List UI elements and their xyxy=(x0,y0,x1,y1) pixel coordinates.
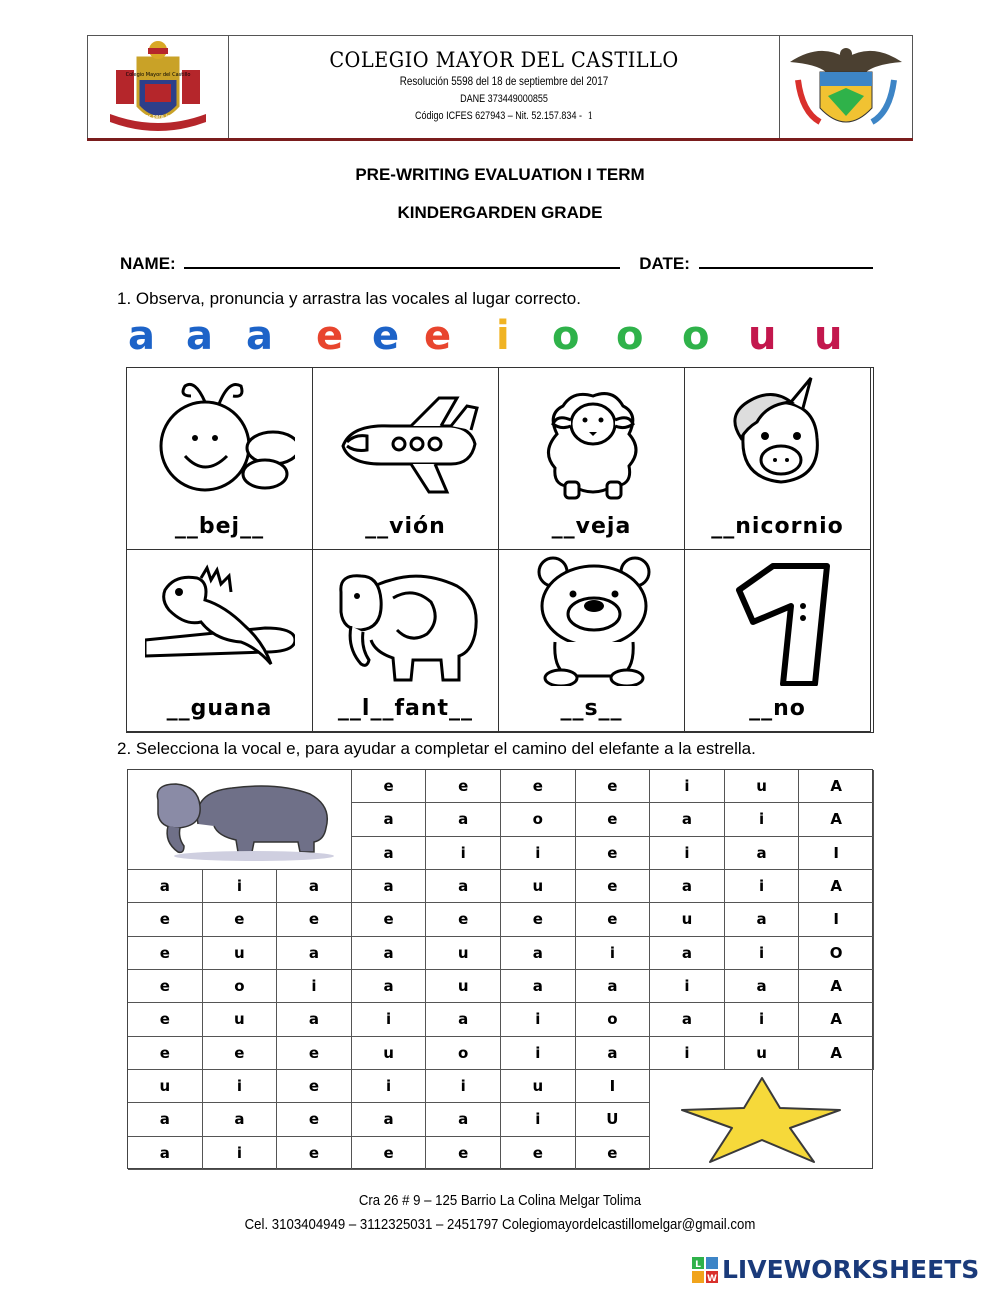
letter-cell[interactable]: e xyxy=(576,903,651,936)
letter-cell[interactable]: i xyxy=(501,1037,576,1070)
letter-cell[interactable]: u xyxy=(725,1037,800,1070)
letter-cell[interactable]: e xyxy=(128,1037,203,1070)
letter-cell[interactable]: i xyxy=(426,837,501,870)
word-label: __nicornio xyxy=(711,514,844,539)
word-label: __guana xyxy=(166,696,273,721)
letter-cell[interactable]: u xyxy=(501,1070,576,1103)
letter-cell[interactable]: a xyxy=(650,1003,725,1036)
letter-cell[interactable]: e xyxy=(352,903,427,936)
name-field[interactable] xyxy=(184,253,620,269)
letter-cell[interactable]: A xyxy=(799,870,874,903)
letter-cell[interactable]: a xyxy=(277,870,352,903)
letter-cell[interactable]: i xyxy=(501,837,576,870)
vowel-chip-e[interactable]: e xyxy=(424,313,452,359)
letter-cell[interactable]: u xyxy=(501,870,576,903)
letter-cell[interactable]: o xyxy=(426,1037,501,1070)
letter-cell[interactable]: i xyxy=(203,1137,278,1170)
letter-cell[interactable]: e xyxy=(426,1137,501,1170)
star-icon xyxy=(650,1070,874,1170)
exercise-2-instruction: 2. Selecciona la vocal e, para ayudar a completar el camino del elefante a la estrella. xyxy=(117,739,756,758)
letter-cell[interactable]: A xyxy=(799,770,874,803)
picture-card-bee[interactable] xyxy=(127,368,313,550)
footer-contact: Cel. 3103404949 – 3112325031 – 2451797 Colegiomayordelcastillomelgar@gmail.com xyxy=(244,1216,756,1233)
elephant-start-image xyxy=(128,770,352,870)
letter-cell[interactable]: o xyxy=(203,970,278,1003)
letter-cell[interactable]: a xyxy=(352,970,427,1003)
vowel-chip-u[interactable]: u xyxy=(814,313,843,359)
letter-cell[interactable]: a xyxy=(725,970,800,1003)
picture-card-bear[interactable] xyxy=(499,550,685,732)
letter-cell[interactable]: I xyxy=(799,837,874,870)
letter-cell[interactable]: A xyxy=(799,1037,874,1070)
vowel-chip-a[interactable]: a xyxy=(128,313,155,359)
name-date-row xyxy=(120,253,873,274)
vowel-chip-o[interactable]: o xyxy=(682,313,710,359)
iguana-icon xyxy=(145,556,295,686)
letter-cell[interactable]: a xyxy=(352,937,427,970)
letter-cell[interactable]: a xyxy=(352,803,427,836)
crest-label: Colegio Mayor del Castillo xyxy=(125,72,191,78)
picture-word-grid xyxy=(126,367,874,733)
picture-card-number-one[interactable] xyxy=(685,550,871,732)
letter-cell[interactable]: u xyxy=(426,937,501,970)
school-crest-icon xyxy=(88,36,228,138)
letter-cell[interactable]: a xyxy=(128,1103,203,1136)
letter-cell[interactable]: e xyxy=(128,937,203,970)
letter-cell[interactable]: a xyxy=(650,937,725,970)
letter-cell[interactable]: a xyxy=(426,1103,501,1136)
letter-cell[interactable]: a xyxy=(576,1037,651,1070)
colombia-crest-cell xyxy=(779,36,912,138)
codigo-text: Código ICFES 627943 – Nit. 52.157.834 - xyxy=(414,110,582,122)
letter-cell[interactable]: i xyxy=(203,870,278,903)
letter-cell[interactable]: e xyxy=(576,870,651,903)
letter-cell[interactable]: e xyxy=(277,1070,352,1103)
picture-card-elephant[interactable] xyxy=(313,550,499,732)
dane-text: DANE 373449000855 xyxy=(460,93,548,105)
letter-cell[interactable]: i xyxy=(725,870,800,903)
school-crest-cell xyxy=(88,36,229,138)
letter-cell[interactable]: o xyxy=(501,803,576,836)
letter-cell[interactable]: u xyxy=(426,970,501,1003)
date-field[interactable] xyxy=(699,253,873,269)
page-number: 1 xyxy=(587,111,593,122)
number-one-icon xyxy=(703,556,853,686)
airplane-icon xyxy=(331,374,481,504)
letter-cell[interactable]: i xyxy=(277,970,352,1003)
letter-cell[interactable]: o xyxy=(576,1003,651,1036)
letter-cell[interactable]: i xyxy=(501,1003,576,1036)
letter-cell[interactable]: I xyxy=(799,903,874,936)
picture-card-iguana[interactable] xyxy=(127,550,313,732)
letter-cell[interactable]: u xyxy=(650,903,725,936)
letter-cell[interactable]: i xyxy=(352,1003,427,1036)
letter-cell[interactable]: U xyxy=(576,1103,651,1136)
elephant-icon xyxy=(331,556,481,686)
letter-cell[interactable]: a xyxy=(352,1103,427,1136)
word-label: __bej__ xyxy=(174,514,265,539)
letter-cell[interactable]: e xyxy=(277,1137,352,1170)
letter-cell[interactable]: u xyxy=(203,1003,278,1036)
letter-cell[interactable]: i xyxy=(650,970,725,1003)
letter-cell[interactable]: e xyxy=(277,903,352,936)
letter-cell[interactable]: a xyxy=(277,937,352,970)
letter-cell[interactable]: i xyxy=(650,770,725,803)
letter-cell[interactable]: i xyxy=(725,937,800,970)
resolution-text: Resolución 5598 del 18 de septiembre del 2017 xyxy=(399,74,609,88)
vowel-chip-o[interactable]: o xyxy=(552,313,580,359)
letter-cell[interactable]: a xyxy=(128,1137,203,1170)
letter-cell[interactable]: a xyxy=(128,870,203,903)
letter-cell[interactable]: e xyxy=(352,1137,427,1170)
letter-cell[interactable]: i xyxy=(501,1103,576,1136)
logo-letter-w: W xyxy=(707,1274,717,1283)
picture-card-airplane[interactable] xyxy=(313,368,499,550)
letter-cell[interactable]: A xyxy=(799,1003,874,1036)
letter-cell[interactable]: e xyxy=(501,770,576,803)
date-label: DATE: xyxy=(639,254,690,273)
letter-cell[interactable]: e xyxy=(128,903,203,936)
letter-cell[interactable]: e xyxy=(128,1003,203,1036)
letter-cell[interactable]: A xyxy=(799,803,874,836)
word-label: __s__ xyxy=(560,696,623,721)
word-label: __no xyxy=(749,696,806,721)
letter-cell[interactable]: a xyxy=(277,1003,352,1036)
letter-cell[interactable]: e xyxy=(426,770,501,803)
bee-icon xyxy=(145,374,295,504)
letter-cell[interactable]: i xyxy=(650,1037,725,1070)
letter-cell[interactable]: u xyxy=(203,937,278,970)
letter-cell[interactable]: u xyxy=(128,1070,203,1103)
letter-cell[interactable]: i xyxy=(725,1003,800,1036)
vowel-chip-i[interactable]: i xyxy=(496,313,510,359)
letter-cell[interactable]: e xyxy=(576,770,651,803)
letter-cell[interactable]: u xyxy=(352,1037,427,1070)
letter-cell[interactable]: e xyxy=(501,903,576,936)
letter-cell[interactable]: e xyxy=(576,837,651,870)
letter-cell[interactable]: e xyxy=(277,1037,352,1070)
letter-cell[interactable]: A xyxy=(799,970,874,1003)
letter-cell[interactable]: a xyxy=(725,903,800,936)
vowel-path-grid xyxy=(127,769,873,1169)
letter-cell[interactable]: e xyxy=(501,1137,576,1170)
letter-cell[interactable]: a xyxy=(725,837,800,870)
picture-card-sheep[interactable] xyxy=(499,368,685,550)
vowel-chip-e[interactable]: e xyxy=(372,313,400,359)
letter-cell[interactable]: O xyxy=(799,937,874,970)
letter-cell[interactable]: a xyxy=(501,937,576,970)
letter-cell[interactable]: e xyxy=(203,903,278,936)
school-info xyxy=(228,36,780,138)
evaluation-title: PRE-WRITING EVALUATION I TERM xyxy=(355,165,645,184)
letter-cell[interactable]: a xyxy=(203,1103,278,1136)
liveworksheets-logo-icon xyxy=(692,1257,718,1283)
unicorn-icon xyxy=(703,374,853,504)
letter-cell[interactable]: a xyxy=(426,870,501,903)
crest-motto: Educar para la Vida xyxy=(133,114,183,120)
exercise-1-instruction: 1. Observa, pronuncia y arrastra las vocales al lugar correcto. xyxy=(117,289,581,308)
letter-cell[interactable]: i xyxy=(650,837,725,870)
vowel-chip-e[interactable]: e xyxy=(316,313,344,359)
letter-cell[interactable]: e xyxy=(277,1103,352,1136)
letter-cell[interactable]: a xyxy=(650,803,725,836)
vowel-chip-o[interactable]: o xyxy=(616,313,644,359)
letter-cell[interactable]: I xyxy=(576,1070,651,1103)
letter-cell[interactable]: e xyxy=(576,1137,651,1170)
letter-cell[interactable]: i xyxy=(576,937,651,970)
bear-icon xyxy=(517,556,667,686)
brand-text: LIVEWORKSHEETS xyxy=(722,1255,980,1284)
school-header xyxy=(87,35,913,139)
letter-cell[interactable]: e xyxy=(426,903,501,936)
letter-cell[interactable]: a xyxy=(352,870,427,903)
vowel-chip-a[interactable]: a xyxy=(246,313,273,359)
header-divider xyxy=(87,138,913,141)
letter-cell[interactable]: a xyxy=(576,970,651,1003)
letter-cell[interactable]: u xyxy=(725,770,800,803)
footer-address: Cra 26 # 9 – 125 Barrio La Colina Melgar Tolima xyxy=(358,1192,642,1209)
picture-card-unicorn[interactable] xyxy=(685,368,871,550)
word-label: __l__fant__ xyxy=(337,696,474,721)
star-goal-image xyxy=(650,1070,874,1170)
letter-cell[interactable]: e xyxy=(352,770,427,803)
letter-cell[interactable]: i xyxy=(725,803,800,836)
grade-title: KINDERGARDEN GRADE xyxy=(397,203,603,222)
vowel-chip-a[interactable]: a xyxy=(186,313,213,359)
word-label: __veja xyxy=(551,514,632,539)
letter-cell[interactable]: e xyxy=(203,1037,278,1070)
sheep-icon xyxy=(517,374,667,504)
logo-letter-l: L xyxy=(695,1260,701,1270)
name-label: NAME: xyxy=(120,254,176,273)
codigo-line xyxy=(278,108,731,125)
letter-cell[interactable]: e xyxy=(576,803,651,836)
elephant-icon xyxy=(128,770,352,870)
letter-cell[interactable]: a xyxy=(501,970,576,1003)
letter-cell[interactable]: e xyxy=(128,970,203,1003)
letter-cell[interactable]: i xyxy=(426,1070,501,1103)
letter-cell[interactable]: i xyxy=(203,1070,278,1103)
vowel-chip-u[interactable]: u xyxy=(748,313,777,359)
letter-cell[interactable]: a xyxy=(650,870,725,903)
letter-cell[interactable]: a xyxy=(426,1003,501,1036)
letter-cell[interactable]: a xyxy=(352,837,427,870)
colombia-coat-of-arms-icon xyxy=(780,36,912,138)
letter-cell[interactable]: a xyxy=(426,803,501,836)
word-label: __vión xyxy=(365,514,446,539)
letter-cell[interactable]: i xyxy=(352,1070,427,1103)
school-name: COLEGIO MAYOR DEL CASTILLO xyxy=(329,48,679,72)
